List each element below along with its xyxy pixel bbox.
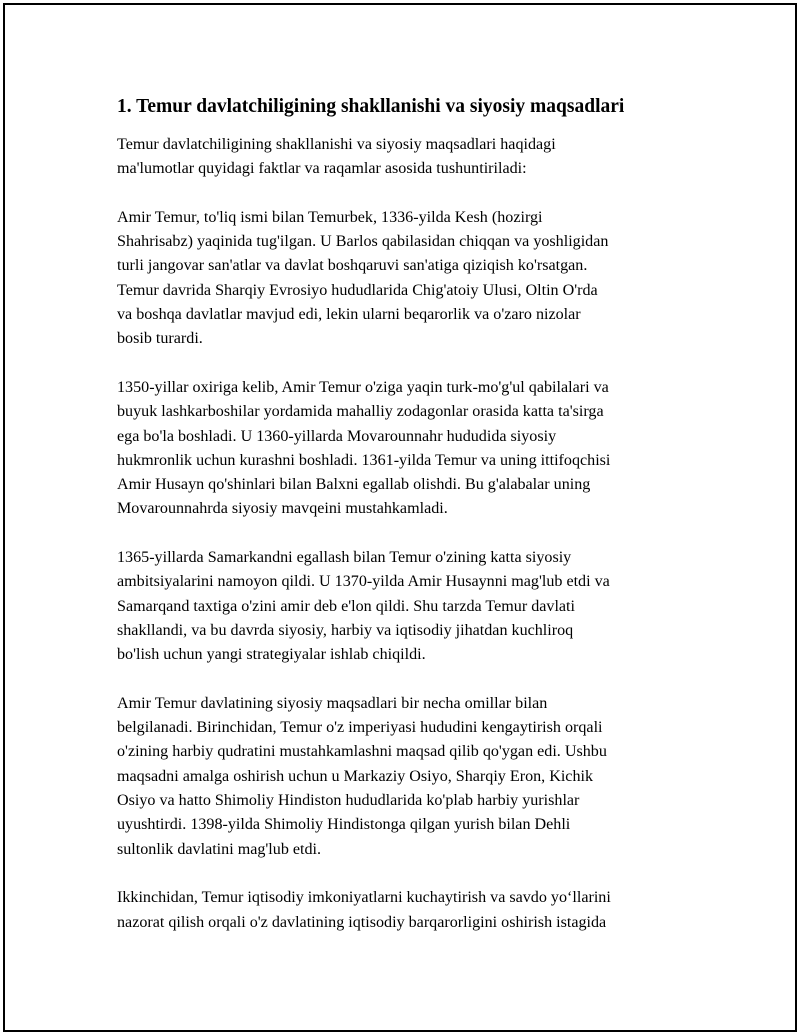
text-line: bosib turardi.	[117, 330, 203, 348]
text-line: Temur davlatchiligining shakllanishi va siyosiy maqsadlari haqidagi	[117, 136, 556, 153]
text-line: Samarqand taxtiga o'zini amir deb e'lon qildi. Shu tarzda Temur davlati	[117, 597, 576, 615]
text-line: Ikkinchidan, Temur iqtisodiy imkoniyatlarni kuchaytirish va savdo yo‘llarini	[117, 889, 611, 907]
paragraph	[117, 886, 702, 935]
text-line: 1365-yillarda Samarkandni egallash bilan Temur o'zining katta siyosiy	[117, 549, 572, 567]
text-line: ma'lumotlar quyidagi faktlar va raqamlar asosida tushuntiriladi:	[117, 160, 527, 178]
text-line: buyuk lashkarboshilar yordamida mahalliy zodagonlar orasida katta ta'sirga	[117, 403, 604, 421]
text-line: va boshqa davlatlar mavjud edi, lekin ularni beqarorlik va o'zaro nizolar	[117, 306, 581, 324]
text-line: Amir Temur, to'liq ismi bilan Temurbek, 1336-yilda Kesh (hozirgi	[117, 208, 543, 226]
document-body	[117, 94, 702, 959]
text-line: Shahrisabz) yaqinida tug'ilgan. U Barlos qabilasidan chiqqan va yoshligidan	[117, 233, 609, 251]
paragraph	[117, 206, 702, 352]
text-line: belgilanadi. Birinchidan, Temur o'z imperiyasi hududini kengaytirish orqali	[117, 719, 603, 737]
text-line: ega bo'la boshladi. U 1360-yillarda Movarounnahr hududida siyosiy	[117, 427, 557, 445]
document-title: 1. Temur davlatchiligining shakllanishi va siyosiy maqsadlari	[117, 96, 625, 117]
text-line: 1350-yillar oxiriga kelib, Amir Temur o'ziga yaqin turk-mo'g'ul qabilalari va	[117, 378, 609, 396]
text-line: shakllandi, va bu davrda siyosiy, harbiy va iqtisodiy jihatdan kuchliroq	[117, 621, 574, 639]
text-line: nazorat qilish orqali o'z davlatining iqtisodiy barqarorligini oshirish istagida	[117, 913, 607, 931]
text-line: Osiyo va hatto Shimoliy Hindiston hududlarida ko'plab harbiy yurishlar	[117, 792, 580, 810]
text-line: maqsadni amalga oshirish uchun u Markaziy Osiyo, Sharqiy Eron, Kichik	[117, 767, 594, 785]
text-line: hukmronlik uchun kurashni boshladi. 1361-yilda Temur va uning ittifoqchisi	[117, 451, 611, 469]
text-line: sultonlik davlatini mag'lub etdi.	[117, 840, 322, 858]
text-line: uyushtirdi. 1398-yilda Shimoliy Hindistonga qilgan yurish bilan Dehli	[117, 816, 571, 834]
text-line: bo'lish uchun yangi strategiyalar ishlab chiqildi.	[117, 646, 426, 664]
text-line: Temur davrida Sharqiy Evrosiyo hududlarida Chig'atoiy Ulusi, Oltin O'rda	[117, 281, 598, 299]
paragraph	[117, 133, 702, 182]
paragraph	[117, 546, 702, 667]
text-line: turli jangovar san'atlar va davlat boshqaruvi san'atiga qiziqish ko'rsatgan.	[117, 257, 588, 275]
text-line: Amir Temur davlatining siyosiy maqsadlari bir necha omillar bilan	[117, 694, 548, 712]
text-line: ambitsiyalarini namoyon qildi. U 1370-yilda Amir Husaynni mag'lub etdi va	[117, 573, 610, 591]
text-line: Movarounnahrda siyosiy mavqeini mustahkamladi.	[117, 500, 448, 518]
paragraph	[117, 376, 702, 522]
text-line: Amir Husayn qo'shinlari bilan Balxni egallab olishdi. Bu g'alabalar uning	[117, 476, 591, 494]
text-line: o'zining harbiy qudratini mustahkamlashni maqsad qilib qo'ygan edi. Ushbu	[117, 743, 607, 761]
paragraph	[117, 692, 702, 862]
